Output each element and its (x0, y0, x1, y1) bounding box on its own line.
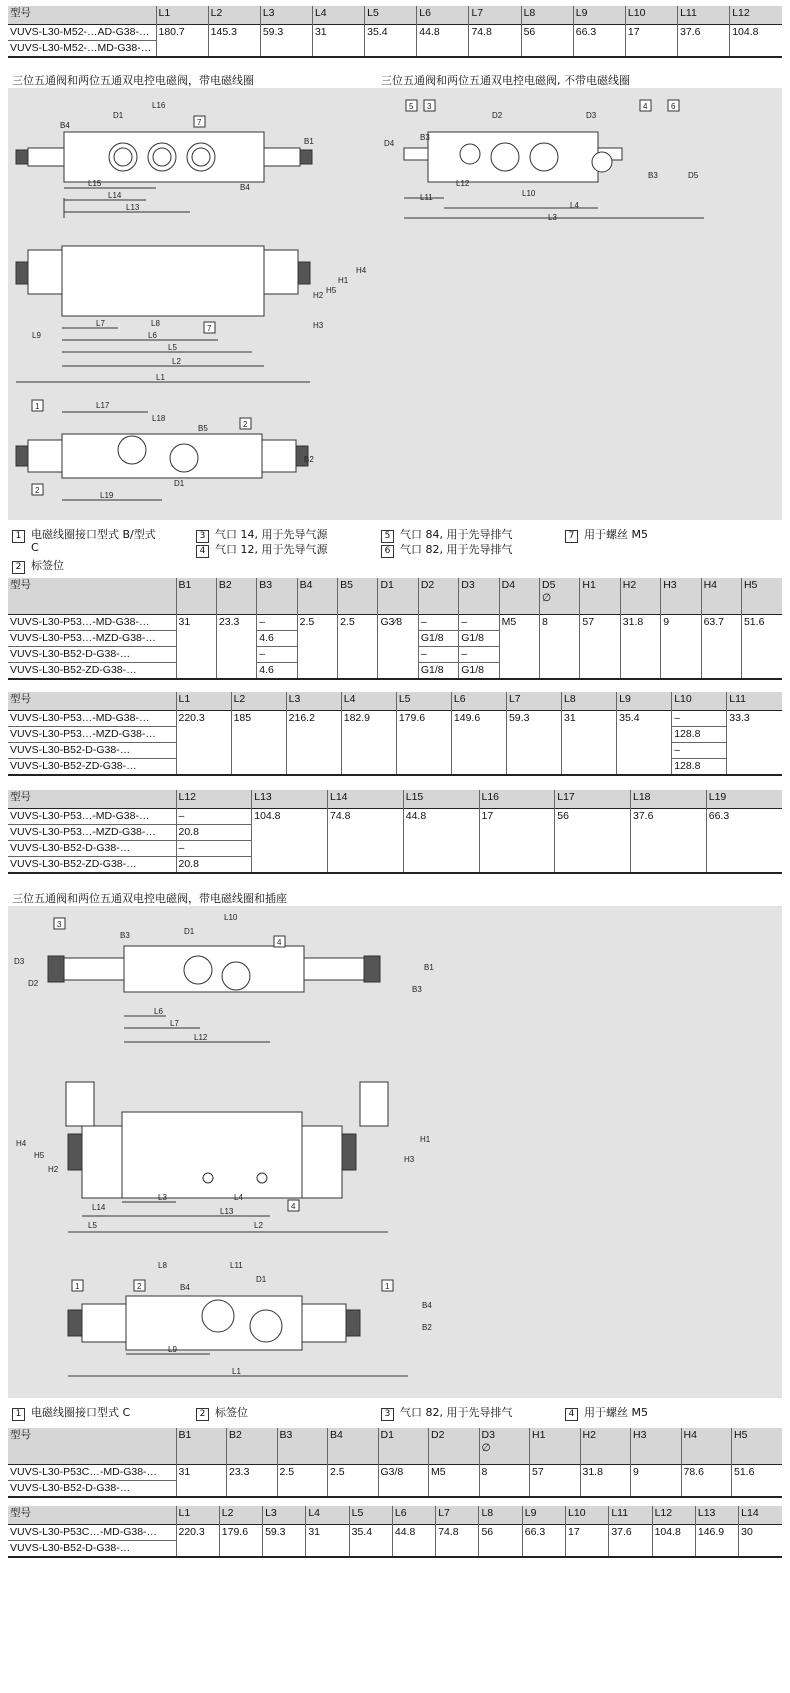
label-l17: L17 (96, 401, 110, 410)
label-d4: D4 (384, 139, 395, 148)
drawing-front-view (16, 246, 310, 382)
label-h3: H3 (313, 321, 324, 330)
column-header: L7 (469, 6, 521, 25)
label-h4b: H4 (16, 1139, 27, 1148)
technical-drawings-2 (8, 906, 782, 1398)
legend-item-5: 5 气口 84, 用于先导排气 (381, 526, 513, 543)
label-l11b: L11 (230, 1261, 243, 1270)
legend2-item-3: 3 气口 82, 用于先导排气 (381, 1404, 513, 1421)
callout-1: 1 (35, 402, 40, 411)
label-l2: L2 (172, 357, 181, 366)
label-l10b: L10 (224, 913, 238, 922)
label-b4: B4 (60, 121, 70, 130)
label-l14b: L14 (92, 1203, 106, 1212)
callout-2c: 2 (137, 1282, 142, 1291)
label-l5: L5 (168, 343, 177, 352)
column-header: L11 (678, 6, 730, 25)
label-l11: L11 (420, 193, 433, 202)
callout-6: 6 (671, 102, 676, 111)
drawing-top-view-with-coil (16, 116, 312, 218)
model-cell: VUVS-L30-P53…-MD-G38-… (8, 615, 176, 631)
column-header: L9 (573, 6, 625, 25)
label-b1: B1 (304, 137, 314, 146)
label-b4b: B4 (240, 183, 250, 192)
callout-1c: 1 (385, 1282, 390, 1291)
label-l13: L13 (126, 203, 140, 212)
model-cell: VUVS-L30-B52-ZD-G38-… (8, 759, 176, 776)
model-cell: VUVS-L30-M52-…AD-G38-… (8, 25, 156, 41)
table-socket-b-d-h: 型号 B1 B2 B3 B4 D1 D2 D3 ∅ H1 H2 H3 H4 H5 VUVS-L30-P53C…-MD-G38-… 31 23.3 2.5 2.5 G3/8 M5 8 57 31.8 9 78.6 51.6 VUVS-L30-B52-D-G38-… (8, 1428, 782, 1498)
model-cell: VUVS-L30-B52-D-G38-… (8, 1481, 176, 1498)
label-d2b: D2 (28, 979, 39, 988)
column-header: L8 (521, 6, 573, 25)
label-l3: L3 (548, 213, 557, 222)
callout-2: 2 (243, 420, 248, 429)
model-cell: VUVS-L30-B52-ZD-G38-… (8, 663, 176, 680)
table-b-d-h-dimensions: 型号 B1 B2 B3 B4 B5 D1 D2 D3 D4 D5 ∅ H1 H2 H3 H4 H5 VUVS-L30-P53…-MD-G38-… 31 23.3 – 2.5 2.5 G3⁄8 – – M5 8 57 31.8 9 63.7 51.6 VUVS-L30-P53…-MZD-G38-… 4.6 G1/8 G1/8 VUVS-L30-B52-D-G38-… – – – VUVS-L30-B52-ZD-G38-… 4.6 G1/8 G1/8 (8, 578, 782, 680)
callout-3b: 3 (57, 920, 62, 929)
column-header: L3 (260, 6, 312, 25)
label-l1: L1 (156, 373, 165, 382)
column-header: 型号 (8, 6, 156, 25)
label-l4: L4 (570, 201, 579, 210)
callout-3: 3 (427, 102, 432, 111)
label-l12: L12 (456, 179, 470, 188)
legend-item-3: 3 气口 14, 用于先导气源 (196, 526, 328, 543)
legend-item-4: 4 气口 12, 用于先导气源 (196, 541, 328, 558)
label-b2: B2 (304, 455, 314, 464)
label-l13b: L13 (220, 1207, 234, 1216)
label-h1: H1 (338, 276, 349, 285)
legend-item-1: 1 电磁线圈接口型式 B/型式 (12, 526, 156, 543)
label-l1b: L1 (232, 1367, 241, 1376)
label-h1b: H1 (420, 1135, 431, 1144)
label-b1b: B1 (424, 963, 434, 972)
model-cell: VUVS-L30-B52-D-G38-… (8, 647, 176, 663)
column-header: L6 (417, 6, 469, 25)
label-l16: L16 (152, 101, 166, 110)
label-b4d: B4 (422, 1301, 432, 1310)
label-l10: L10 (522, 189, 536, 198)
drawing-panel-1 (8, 88, 782, 520)
label-b4c: B4 (180, 1283, 190, 1292)
model-cell: VUVS-L30-B52-D-G38-… (8, 841, 176, 857)
callout-5: 5 (409, 102, 414, 111)
label-d1b: D1 (174, 479, 185, 488)
model-cell: VUVS-L30-B52-ZD-G38-… (8, 857, 176, 874)
table-l1-l11-dimensions: 型号 L1 L2 L3 L4 L5 L6 L7 L8 L9 L10 L11 VUVS-L30-P53…-MD-G38-… 220.3 185 216.2 182.9 179.6 149.6 59.3 31 35.4 – 33.3 VUVS-L30-P53…-MZD-G38-… 128.8 VUVS-L30-B52-D-G38-… – VUVS-L30-B52-ZD-G38-… 128.8 (8, 692, 782, 776)
technical-drawings-1 (8, 88, 782, 520)
label-l15: L15 (88, 179, 102, 188)
model-cell: VUVS-L30-B52-D-G38-… (8, 1541, 176, 1558)
column-header: L12 (730, 6, 782, 25)
label-l12b: L12 (194, 1033, 208, 1042)
callout-7b: 7 (207, 324, 212, 333)
label-b3d: B3 (412, 985, 422, 994)
column-header: L4 (312, 6, 364, 25)
model-cell: VUVS-L30-P53C…-MD-G38-… (8, 1465, 176, 1481)
label-d3: D3 (586, 111, 597, 120)
callout-7: 7 (197, 118, 202, 127)
label-d5: D5 (688, 171, 699, 180)
label-l7: L7 (96, 319, 105, 328)
drawing-top-view-with-socket (48, 918, 380, 1042)
label-b5: B5 (198, 424, 208, 433)
legend2-item-2: 2 标签位 (196, 1404, 248, 1421)
label-h4: H4 (356, 266, 367, 275)
label-h2: H2 (313, 291, 324, 300)
label-l18: L18 (152, 414, 166, 423)
label-l9b: L9 (168, 1345, 177, 1354)
label-b3: B3 (420, 133, 430, 142)
table-socket-l1-l14: 型号 L1 L2 L3 L4 L5 L6 L7 L8 L9 L10 L11 L12 L13 L14 VUVS-L30-P53C…-MD-G38-… 220.3 179.6 59.3 31 35.4 44.8 74.8 56 66.3 17 37.6 104.8 146.9 30 VUVS-L30-B52-D-G38-… (8, 1506, 782, 1558)
label-l4b: L4 (234, 1193, 243, 1202)
label-d1d: D1 (256, 1275, 267, 1284)
model-cell: VUVS-L30-P53…-MD-G38-… (8, 809, 176, 825)
column-header: L1 (156, 6, 208, 25)
column-header: L2 (208, 6, 260, 25)
label-l6b: L6 (154, 1007, 163, 1016)
model-cell: VUVS-L30-P53…-MZD-G38-… (8, 631, 176, 647)
legend-item-6: 6 气口 82, 用于先导排气 (381, 541, 513, 558)
label-l7b: L7 (170, 1019, 179, 1028)
label-l14: L14 (108, 191, 122, 200)
label-l19: L19 (100, 491, 114, 500)
label-d1: D1 (113, 111, 124, 120)
label-l9: L9 (32, 331, 41, 340)
label-h2b: H2 (48, 1165, 59, 1174)
label-b2b: B2 (422, 1323, 432, 1332)
label-d1c: D1 (184, 927, 195, 936)
drawing-panel-2 (8, 906, 782, 1398)
label-h5: H5 (326, 286, 337, 295)
label-l2b: L2 (254, 1221, 263, 1230)
section-title-with-coil-socket: 三位五通阀和两位五通双电控电磁阀，带电磁线圈和插座 (12, 892, 287, 905)
callout-4c: 4 (291, 1202, 296, 1211)
legend-item-7: 7 用于螺丝 M5 (565, 526, 648, 543)
label-l3b: L3 (158, 1193, 167, 1202)
label-h5b: H5 (34, 1151, 45, 1160)
label-l8: L8 (151, 319, 160, 328)
legend-item-1-cont: C (31, 541, 39, 554)
callout-1b: 1 (75, 1282, 80, 1291)
callout-4b: 4 (277, 938, 282, 947)
model-cell: VUVS-L30-P53…-MZD-G38-… (8, 727, 176, 743)
model-cell: VUVS-L30-P53…-MD-G38-… (8, 711, 176, 727)
legend2-item-4: 4 用于螺丝 M5 (565, 1404, 648, 1421)
diameter-symbol: ∅ (481, 1442, 491, 1454)
label-b3b: B3 (648, 171, 658, 180)
label-h3b: H3 (404, 1155, 415, 1164)
column-header: L10 (625, 6, 677, 25)
label-l5b: L5 (88, 1221, 97, 1230)
diameter-symbol: ∅ (542, 592, 552, 604)
legend-item-2: 2 标签位 (12, 557, 64, 574)
label-d2: D2 (492, 111, 503, 120)
label-d3b: D3 (14, 957, 25, 966)
section-title-without-coil: 三位五通阀和两位五通双电控电磁阀, 不带电磁线圈 (381, 74, 630, 87)
model-cell: VUVS-L30-B52-D-G38-… (8, 743, 176, 759)
callout-4: 4 (643, 102, 648, 111)
column-header: L5 (365, 6, 417, 25)
callout-2b: 2 (35, 486, 40, 495)
drawing-bottom-view-with-socket (68, 1280, 408, 1376)
drawing-top-view-without-coil (404, 100, 704, 218)
table-l12-l19-dimensions: 型号 L12 L13 L14 L15 L16 L17 L18 L19 VUVS-L30-P53…-MD-G38-… – 104.8 74.8 44.8 17 56 37.6 66.3 VUVS-L30-P53…-MZD-G38-… 20.8 VUVS-L30-B52-D-G38-… – VUVS-L30-B52-ZD-G38-… 20.8 (8, 790, 782, 874)
model-cell: VUVS-L30-P53C…-MD-G38-… (8, 1525, 176, 1541)
model-cell: VUVS-L30-P53…-MZD-G38-… (8, 825, 176, 841)
label-l6: L6 (148, 331, 157, 340)
legend2-item-1: 1 电磁线圈接口型式 C (12, 1404, 130, 1421)
section-title-with-coil: 三位五通阀和两位五通双电控电磁阀，带电磁线圈 (12, 74, 254, 87)
label-b3c: B3 (120, 931, 130, 940)
table-l-dimensions-1: 型号 L1 L2 L3 L4 L5 L6 L7 L8 L9 L10 L11 L12 VUVS-L30-M52-…AD-G38-… 180.7 145.3 59.3 31 35.4 44.8 74.8 56 66.3 17 37.6 104.8 VUVS-L30-M52-…MD-G38-… (8, 6, 782, 58)
label-l8b: L8 (158, 1261, 167, 1270)
model-cell: VUVS-L30-M52-…MD-G38-… (8, 41, 156, 58)
